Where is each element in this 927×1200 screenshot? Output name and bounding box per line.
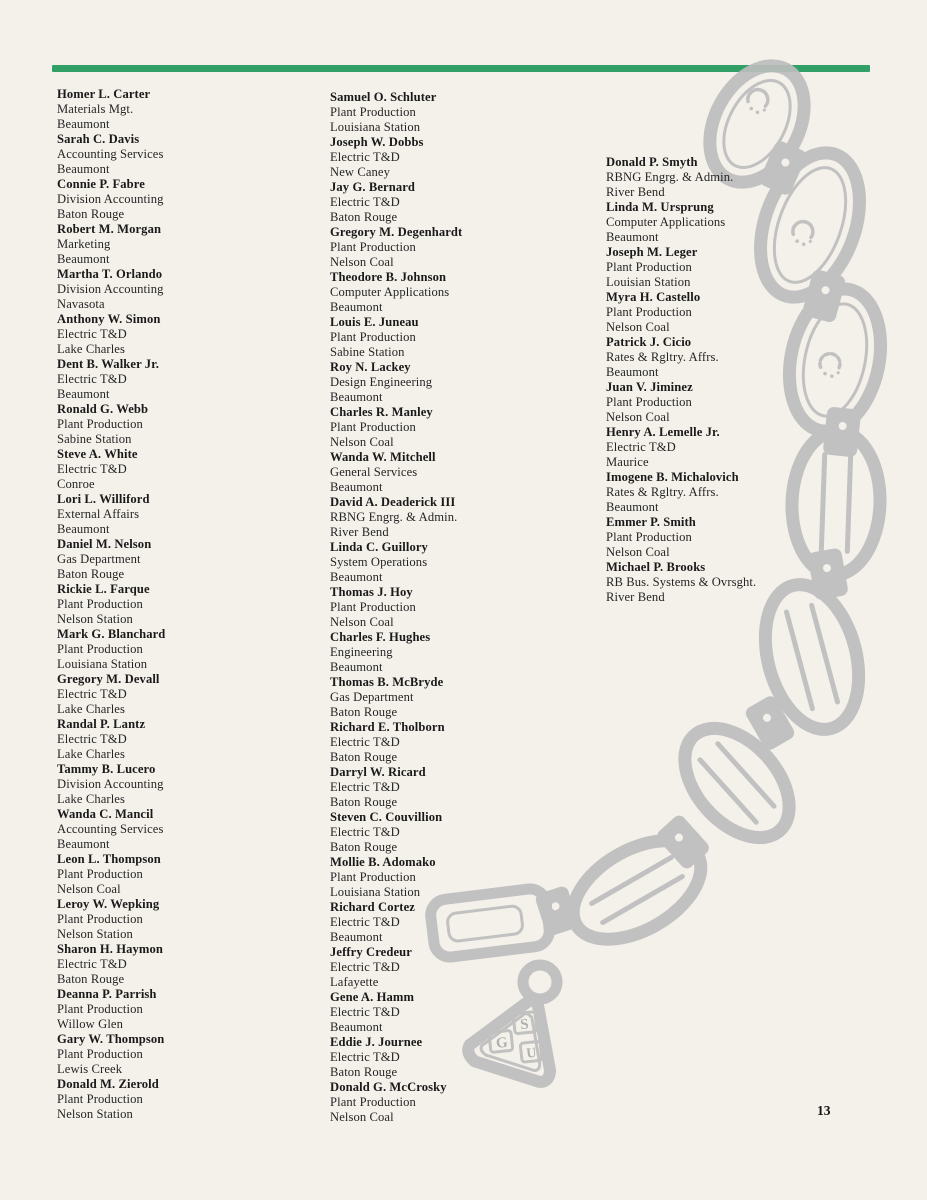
directory-entry — [57, 447, 329, 492]
person-location: Beaumont — [57, 252, 110, 266]
directory-column-2 — [330, 90, 602, 1125]
person-location: Navasota — [57, 297, 105, 311]
directory-entry — [606, 290, 878, 335]
directory-entry — [57, 267, 329, 312]
person-department: Electric T&D — [330, 915, 400, 929]
person-name: Patrick J. Cicio — [606, 335, 692, 349]
person-department: Plant Production — [330, 600, 416, 614]
directory-entry — [330, 270, 602, 315]
person-location: Beaumont — [330, 390, 383, 404]
person-location: Lake Charles — [57, 342, 125, 356]
person-name: Donald G. McCrosky — [330, 1080, 447, 1094]
directory-entry — [330, 540, 602, 585]
person-name: Gregory M. Devall — [57, 672, 160, 686]
pendant-letter-s: S — [519, 1016, 530, 1034]
person-department: Electric T&D — [606, 440, 676, 454]
person-location: Baton Rouge — [330, 795, 398, 809]
person-location: Beaumont — [57, 117, 110, 131]
person-location: Lake Charles — [57, 792, 125, 806]
person-name: David A. Deaderick III — [330, 495, 456, 509]
person-department: Plant Production — [57, 867, 143, 881]
person-location: Nelson Coal — [330, 255, 394, 269]
person-department: General Services — [330, 465, 418, 479]
directory-column-3 — [606, 155, 878, 605]
person-name: Thomas B. McBryde — [330, 675, 444, 689]
person-department: Electric T&D — [57, 732, 127, 746]
person-name: Robert M. Morgan — [57, 222, 162, 236]
person-department: Plant Production — [57, 417, 143, 431]
directory-entry — [606, 560, 878, 605]
directory-entry — [57, 762, 329, 807]
person-name: Leon L. Thompson — [57, 852, 161, 866]
person-name: Steve A. White — [57, 447, 138, 461]
directory-entry — [330, 630, 602, 675]
person-name: Martha T. Orlando — [57, 267, 163, 281]
person-name: Joseph M. Leger — [606, 245, 698, 259]
person-name: Donald M. Zierold — [57, 1077, 159, 1091]
person-location: Maurice — [606, 455, 649, 469]
person-location: Nelson Station — [57, 927, 133, 941]
person-name: Joseph W. Dobbs — [330, 135, 424, 149]
person-department: Electric T&D — [57, 957, 127, 971]
person-location: Baton Rouge — [57, 207, 125, 221]
person-department: Marketing — [57, 237, 111, 251]
person-location: Louisiana Station — [57, 657, 148, 671]
directory-entry — [57, 312, 329, 357]
page-number: 13 — [817, 1103, 831, 1118]
person-location: Beaumont — [330, 300, 383, 314]
person-department: Accounting Services — [57, 147, 164, 161]
person-department: RB Bus. Systems & Ovrsght. — [606, 575, 757, 589]
directory-entry — [57, 897, 329, 942]
person-name: Homer L. Carter — [57, 87, 151, 101]
person-location: Beaumont — [330, 1020, 383, 1034]
directory-entry — [57, 627, 329, 672]
person-department: Gas Department — [57, 552, 141, 566]
person-location: Baton Rouge — [330, 210, 398, 224]
person-department: Electric T&D — [57, 687, 127, 701]
person-department: RBNG Engrg. & Admin. — [606, 170, 734, 184]
person-name: Anthony W. Simon — [57, 312, 161, 326]
directory-entry — [330, 315, 602, 360]
person-location: Baton Rouge — [330, 840, 398, 854]
person-name: Steven C. Couvillion — [330, 810, 443, 824]
person-department: Plant Production — [57, 1047, 143, 1061]
directory-entry — [330, 720, 602, 765]
directory-entry — [330, 225, 602, 270]
person-location: Beaumont — [606, 500, 659, 514]
directory-entry — [57, 672, 329, 717]
person-department: Rates & Rgltry. Affrs. — [606, 485, 719, 499]
directory-entry — [57, 852, 329, 897]
directory-entry — [330, 585, 602, 630]
person-department: Rates & Rgltry. Affrs. — [606, 350, 719, 364]
person-location: Nelson Coal — [330, 1110, 394, 1124]
directory-entry — [330, 180, 602, 225]
directory-entry — [330, 945, 602, 990]
directory-entry — [57, 177, 329, 222]
directory-entry — [330, 855, 602, 900]
directory-entry — [330, 765, 602, 810]
directory-entry — [330, 675, 602, 720]
person-name: Charles R. Manley — [330, 405, 433, 419]
person-location: Beaumont — [330, 570, 383, 584]
directory-entry — [606, 335, 878, 380]
directory-entry — [606, 425, 878, 470]
person-location: Lake Charles — [57, 747, 125, 761]
person-department: Electric T&D — [330, 195, 400, 209]
person-name: Wanda C. Mancil — [57, 807, 154, 821]
person-name: Randal P. Lantz — [57, 717, 146, 731]
person-location: Baton Rouge — [330, 1065, 398, 1079]
directory-entry — [57, 1032, 329, 1077]
person-name: Sarah C. Davis — [57, 132, 140, 146]
person-department: Division Accounting — [57, 777, 164, 791]
person-department: Division Accounting — [57, 282, 164, 296]
person-location: New Caney — [330, 165, 391, 179]
person-location: Baton Rouge — [57, 972, 125, 986]
person-department: Electric T&D — [330, 960, 400, 974]
person-location: Louisian Station — [606, 275, 691, 289]
person-name: Gregory M. Degenhardt — [330, 225, 463, 239]
person-department: Plant Production — [606, 530, 692, 544]
person-department: Electric T&D — [330, 735, 400, 749]
person-location: Beaumont — [330, 930, 383, 944]
person-location: Louisiana Station — [330, 885, 421, 899]
person-name: Juan V. Jiminez — [606, 380, 693, 394]
person-department: Plant Production — [330, 1095, 416, 1109]
person-department: Plant Production — [330, 105, 416, 119]
directory-entry — [57, 1077, 329, 1122]
directory-entry — [606, 200, 878, 245]
person-name: Connie P. Fabre — [57, 177, 145, 191]
person-department: Plant Production — [57, 912, 143, 926]
person-department: Electric T&D — [330, 1050, 400, 1064]
person-name: Jeffry Credeur — [330, 945, 412, 959]
person-name: Henry A. Lemelle Jr. — [606, 425, 720, 439]
directory-entry — [330, 900, 602, 945]
person-name: Emmer P. Smith — [606, 515, 696, 529]
directory-entry — [57, 717, 329, 762]
person-location: Nelson Station — [57, 1107, 133, 1121]
person-department: RBNG Engrg. & Admin. — [330, 510, 458, 524]
person-name: Mollie B. Adomako — [330, 855, 436, 869]
person-name: Jay G. Bernard — [330, 180, 416, 194]
directory-entry — [57, 942, 329, 987]
person-department: Gas Department — [330, 690, 414, 704]
person-name: Richard Cortez — [330, 900, 415, 914]
person-location: Willow Glen — [57, 1017, 123, 1031]
person-location: Beaumont — [57, 522, 110, 536]
directory-entry — [330, 1080, 602, 1125]
person-department: Plant Production — [57, 1092, 143, 1106]
person-department: Electric T&D — [57, 327, 127, 341]
person-name: Darryl W. Ricard — [330, 765, 426, 779]
person-department: System Operations — [330, 555, 428, 569]
directory-entry — [57, 87, 329, 132]
person-department: External Affairs — [57, 507, 140, 521]
person-department: Design Engineering — [330, 375, 433, 389]
directory-column-1 — [57, 87, 329, 1122]
person-department: Plant Production — [606, 305, 692, 319]
person-name: Dent B. Walker Jr. — [57, 357, 159, 371]
person-location: Nelson Coal — [330, 615, 394, 629]
person-name: Roy N. Lackey — [330, 360, 411, 374]
person-location: Beaumont — [330, 480, 383, 494]
pendant-letter-g: G — [495, 1034, 509, 1052]
person-location: Nelson Coal — [330, 435, 394, 449]
person-location: River Bend — [606, 590, 665, 604]
person-name: Linda M. Ursprung — [606, 200, 714, 214]
person-department: Electric T&D — [57, 462, 127, 476]
person-name: Thomas J. Hoy — [330, 585, 413, 599]
person-department: Plant Production — [606, 260, 692, 274]
directory-entry — [330, 810, 602, 855]
person-location: River Bend — [330, 525, 389, 539]
directory-entry — [57, 582, 329, 627]
person-name: Gary W. Thompson — [57, 1032, 165, 1046]
directory-entry — [57, 402, 329, 447]
person-location: Beaumont — [606, 230, 659, 244]
directory-entry — [606, 470, 878, 515]
person-name: Rickie L. Farque — [57, 582, 150, 596]
person-department: Plant Production — [57, 597, 143, 611]
person-name: Linda C. Guillory — [330, 540, 428, 554]
person-department: Accounting Services — [57, 822, 164, 836]
person-location: Sabine Station — [57, 432, 132, 446]
person-name: Imogene B. Michalovich — [606, 470, 739, 484]
person-location: Nelson Coal — [606, 410, 670, 424]
directory-entry — [330, 990, 602, 1035]
directory-entry — [330, 90, 602, 135]
person-department: Plant Production — [330, 420, 416, 434]
person-location: Sabine Station — [330, 345, 405, 359]
person-name: Sharon H. Haymon — [57, 942, 163, 956]
person-name: Myra H. Castello — [606, 290, 701, 304]
person-location: Baton Rouge — [330, 705, 398, 719]
person-department: Plant Production — [330, 330, 416, 344]
directory-entry — [606, 155, 878, 200]
person-location: Beaumont — [606, 365, 659, 379]
person-name: Mark G. Blanchard — [57, 627, 166, 641]
person-location: Lewis Creek — [57, 1062, 123, 1076]
directory-entry — [57, 357, 329, 402]
person-location: Lake Charles — [57, 702, 125, 716]
person-name: Lori L. Williford — [57, 492, 150, 506]
person-department: Electric T&D — [330, 1005, 400, 1019]
directory-entry — [57, 132, 329, 177]
person-department: Plant Production — [330, 240, 416, 254]
person-location: Lafayette — [330, 975, 379, 989]
person-location: River Bend — [606, 185, 665, 199]
person-department: Electric T&D — [330, 825, 400, 839]
person-location: Nelson Coal — [57, 882, 121, 896]
person-location: Baton Rouge — [330, 750, 398, 764]
person-location: Beaumont — [57, 837, 110, 851]
directory-entry — [330, 495, 602, 540]
directory-entry — [330, 135, 602, 180]
person-department: Plant Production — [330, 870, 416, 884]
person-name: Theodore B. Johnson — [330, 270, 447, 284]
person-department: Computer Applications — [330, 285, 450, 299]
person-name: Richard E. Tholborn — [330, 720, 445, 734]
directory-entry — [606, 245, 878, 290]
directory-entry — [330, 450, 602, 495]
person-department: Division Accounting — [57, 192, 164, 206]
person-location: Beaumont — [57, 162, 110, 176]
person-name: Eddie J. Journee — [330, 1035, 423, 1049]
directory-entry — [57, 492, 329, 537]
directory-entry — [330, 405, 602, 450]
person-name: Leroy W. Wepking — [57, 897, 160, 911]
directory-entry — [330, 360, 602, 405]
person-location: Nelson Coal — [606, 545, 670, 559]
person-name: Wanda W. Mitchell — [330, 450, 436, 464]
person-department: Materials Mgt. — [57, 102, 134, 116]
directory-entry — [606, 515, 878, 560]
person-department: Engineering — [330, 645, 393, 659]
person-name: Ronald G. Webb — [57, 402, 149, 416]
directory-entry — [330, 1035, 602, 1080]
person-name: Donald P. Smyth — [606, 155, 698, 169]
person-department: Plant Production — [57, 1002, 143, 1016]
person-department: Plant Production — [57, 642, 143, 656]
directory-entry — [57, 987, 329, 1032]
person-location: Beaumont — [330, 660, 383, 674]
person-name: Tammy B. Lucero — [57, 762, 156, 776]
person-name: Charles F. Hughes — [330, 630, 431, 644]
person-department: Electric T&D — [330, 780, 400, 794]
person-department: Computer Applications — [606, 215, 726, 229]
person-location: Beaumont — [57, 387, 110, 401]
directory-entry — [57, 222, 329, 267]
directory-entry — [606, 380, 878, 425]
person-location: Louisiana Station — [330, 120, 421, 134]
person-name: Michael P. Brooks — [606, 560, 706, 574]
person-name: Gene A. Hamm — [330, 990, 415, 1004]
person-location: Conroe — [57, 477, 95, 491]
person-location: Nelson Coal — [606, 320, 670, 334]
directory-entry — [57, 537, 329, 582]
person-department: Electric T&D — [330, 150, 400, 164]
person-name: Deanna P. Parrish — [57, 987, 157, 1001]
person-name: Louis E. Juneau — [330, 315, 419, 329]
person-department: Electric T&D — [57, 372, 127, 386]
person-department: Plant Production — [606, 395, 692, 409]
directory-entry — [57, 807, 329, 852]
person-location: Nelson Station — [57, 612, 133, 626]
person-name: Samuel O. Schluter — [330, 90, 437, 104]
person-location: Baton Rouge — [57, 567, 125, 581]
person-name: Daniel M. Nelson — [57, 537, 152, 551]
pendant-letter-u: U — [525, 1045, 538, 1062]
